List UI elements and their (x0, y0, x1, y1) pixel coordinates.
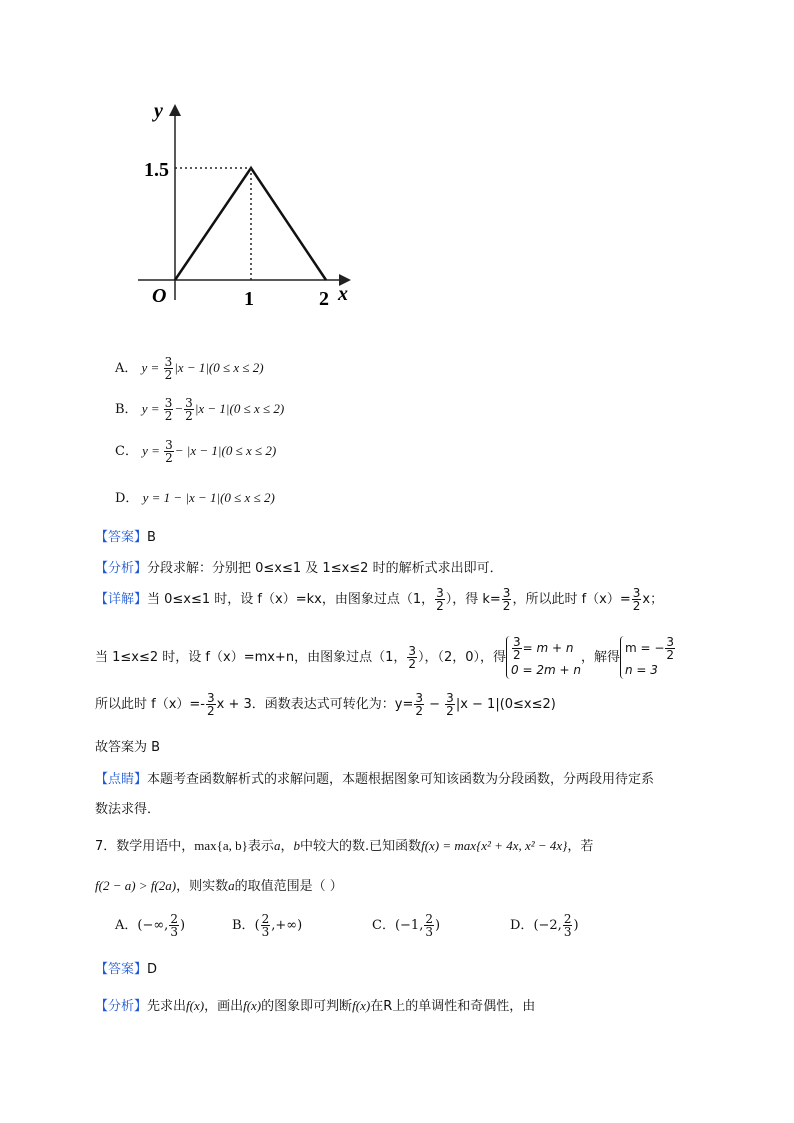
analysis-math: f(x) (186, 998, 205, 1013)
comment-tag: 【点睛】 (95, 772, 148, 787)
fraction (632, 587, 642, 612)
fraction (502, 587, 512, 612)
fraction (407, 645, 417, 670)
detail-text: − (425, 697, 445, 712)
numerator: 2 (563, 912, 572, 926)
q7-option-a[interactable] (115, 913, 185, 938)
q7-answer (95, 958, 157, 977)
q7-math: a (228, 878, 235, 893)
fraction (261, 913, 271, 938)
numerator: 3 (164, 355, 173, 369)
analysis-math: f(x) (352, 998, 371, 1013)
detail-text: 当 1≤x≤2 时，设 f（x）=mx+n，由图象过点（1， (95, 650, 407, 665)
detail-text: ，所以此时 f（x）= (512, 592, 631, 607)
q7-text: ，若 (567, 839, 594, 854)
q7-text: 的取值范围是（ ） (234, 879, 343, 894)
detail-text: 当 0≤x≤1 时，设 f（x）=kx，由图象过点（1， (147, 592, 435, 607)
q7-text: 中较大的数.已知函数 (299, 839, 422, 854)
y-tick-label: 1.5 (144, 159, 169, 181)
system-row (511, 636, 581, 661)
q6-option-d[interactable] (115, 487, 275, 506)
option-letter: C． (372, 918, 395, 933)
option-math: (−2, (533, 918, 562, 933)
denominator: 3 (261, 925, 270, 939)
option-letter: C． (115, 444, 138, 459)
fraction (665, 636, 675, 661)
answer-tag: 【答案】 (95, 530, 148, 545)
numerator: 3 (666, 635, 675, 649)
q7-text: ，则实数 (176, 879, 229, 894)
q6-option-a[interactable] (115, 356, 264, 381)
q6-analysis (95, 557, 503, 576)
numerator: 3 (165, 438, 173, 452)
x-axis-label: x (338, 283, 348, 305)
denominator: 2 (207, 704, 215, 718)
q7-option-b[interactable] (232, 913, 302, 938)
denominator: 2 (165, 451, 173, 465)
numerator: 3 (185, 396, 193, 410)
q6-answer (95, 526, 156, 545)
numerator: 2 (425, 912, 433, 926)
q6-option-c[interactable] (115, 439, 276, 464)
y-axis-label: y (154, 100, 163, 122)
denominator: 2 (408, 657, 416, 671)
denominator: 2 (164, 368, 173, 382)
q7-math: a (273, 838, 281, 853)
numerator: 3 (502, 586, 511, 600)
fraction (435, 587, 445, 612)
fraction (169, 913, 179, 938)
q7-text: 7．数学用语中， (95, 839, 195, 854)
denominator: 2 (185, 409, 193, 423)
detail-text: ，解得 (580, 650, 620, 665)
analysis-text: 先求出 (147, 999, 187, 1014)
q7-option-c[interactable] (372, 913, 440, 938)
q6-conclusion: 故答案为 B (95, 740, 161, 755)
equation-system-2 (620, 636, 676, 679)
option-letter: D． (510, 918, 534, 933)
fraction (563, 913, 573, 938)
option-letter: B． (232, 918, 255, 933)
option-math: ) (573, 918, 579, 933)
numerator: 3 (164, 396, 173, 410)
system-row: n = 3 (624, 663, 658, 677)
fraction (424, 913, 434, 938)
origin-label: O (152, 285, 167, 307)
denominator: 3 (170, 925, 178, 939)
option-math: ) (434, 918, 441, 933)
numerator: 2 (261, 912, 270, 926)
denominator: 2 (446, 704, 454, 718)
equation-system-1 (506, 636, 581, 679)
detail-text: |x − 1|(0≤x≤2) (455, 697, 556, 712)
answer-value: B (147, 530, 156, 545)
option-math: ) (179, 918, 186, 933)
option-math: y = (141, 360, 163, 375)
q7-math: f(x) = max{x² + 4x, x² − 4x} (421, 838, 568, 853)
fraction (445, 692, 455, 717)
x-tick-1-label: 1 (244, 288, 254, 310)
denominator: 2 (436, 599, 444, 613)
option-math: ( (254, 918, 260, 933)
detail-text: ），（2，0），得 (417, 650, 507, 665)
numerator: 3 (408, 644, 416, 658)
option-letter: B． (115, 402, 138, 417)
analysis-text: 在R上的单调性和奇偶性，由 (370, 999, 536, 1014)
q7-stem-line-1 (95, 835, 593, 854)
option-math: (−∞, (137, 918, 169, 933)
q7-math: max{a, b} (194, 838, 248, 853)
answer-tag: 【答案】 (95, 962, 148, 977)
q6-detail-line-3 (95, 692, 556, 717)
numerator: 3 (446, 691, 454, 705)
q6-option-b[interactable] (115, 397, 284, 422)
fraction (164, 439, 174, 464)
system-row: 0 = 2m + n (511, 663, 581, 677)
option-math: |x − 1|(0 ≤ x ≤ 2) (174, 360, 264, 375)
fraction (164, 356, 174, 381)
fraction (184, 397, 194, 422)
analysis-text: 分段求解：分别把 0≤x≤1 及 1≤x≤2 时的解析式求出即可． (147, 561, 503, 576)
denominator: 2 (164, 409, 173, 423)
fraction (512, 636, 522, 661)
q7-text: ， (280, 839, 294, 854)
function-graph (130, 95, 360, 310)
option-letter: A． (115, 918, 138, 933)
q7-option-d[interactable] (510, 913, 579, 938)
analysis-math: f(x) (243, 998, 262, 1013)
detail-text: x； (642, 592, 664, 607)
denominator: 2 (632, 599, 641, 613)
fraction (164, 397, 174, 422)
numerator: 3 (513, 635, 521, 649)
option-math: |x − 1|(0 ≤ x ≤ 2) (194, 401, 285, 416)
numerator: 2 (170, 912, 178, 926)
q7-math: b (293, 838, 300, 853)
detail-tag: 【详解】 (95, 592, 148, 607)
numerator: 3 (415, 691, 423, 705)
option-math: y = 1 − |x − 1|(0 ≤ x ≤ 2) (142, 490, 275, 505)
denominator: 2 (513, 648, 521, 662)
system-text: m = − (624, 641, 665, 655)
analysis-tag: 【分析】 (95, 999, 148, 1014)
denominator: 2 (415, 704, 423, 718)
detail-text: 所以此时 f（x）=- (95, 697, 205, 712)
q6-comment-line-1 (95, 768, 654, 787)
detail-text: x + 3．函数表达式可转化为：y= (216, 697, 414, 712)
option-math: ,+∞) (271, 918, 303, 933)
option-letter: A． (115, 361, 138, 376)
option-math: (−1, (394, 918, 424, 933)
fraction (206, 692, 216, 717)
analysis-text: ，画出 (204, 999, 244, 1014)
denominator: 3 (425, 925, 433, 939)
q7-math: f(2 − a) > f(2a) (95, 878, 177, 893)
answer-value: D (147, 962, 158, 977)
x-tick-2-label: 2 (319, 288, 329, 310)
fraction (414, 692, 424, 717)
comment-text: 本题考查函数解析式的求解问题，本题根据图象可知该函数为分段函数，分两段用待定系 (147, 772, 655, 787)
numerator: 3 (436, 586, 444, 600)
q6-detail-line-2 (95, 636, 676, 679)
q7-stem-line-2 (95, 875, 343, 894)
q6-comment-line-2: 数法求得． (95, 802, 161, 817)
q6-detail-line-1 (95, 587, 663, 612)
option-math: − |x − 1|(0 ≤ x ≤ 2) (174, 443, 277, 458)
denominator: 2 (502, 599, 511, 613)
denominator: 2 (666, 648, 675, 662)
detail-text: ），得 k= (445, 592, 501, 607)
option-math: y = (142, 443, 164, 458)
option-letter: D． (115, 491, 139, 506)
analysis-tag: 【分析】 (95, 561, 148, 576)
system-text: = m + n (522, 641, 574, 655)
system-row (625, 636, 676, 661)
option-math: y = (141, 401, 163, 416)
numerator: 3 (207, 691, 215, 705)
q7-text: 表示 (247, 839, 274, 854)
analysis-text: 的图象即可判断 (261, 999, 353, 1014)
option-math: − (174, 401, 184, 416)
q7-analysis (95, 995, 535, 1014)
numerator: 3 (632, 586, 641, 600)
denominator: 3 (563, 925, 572, 939)
